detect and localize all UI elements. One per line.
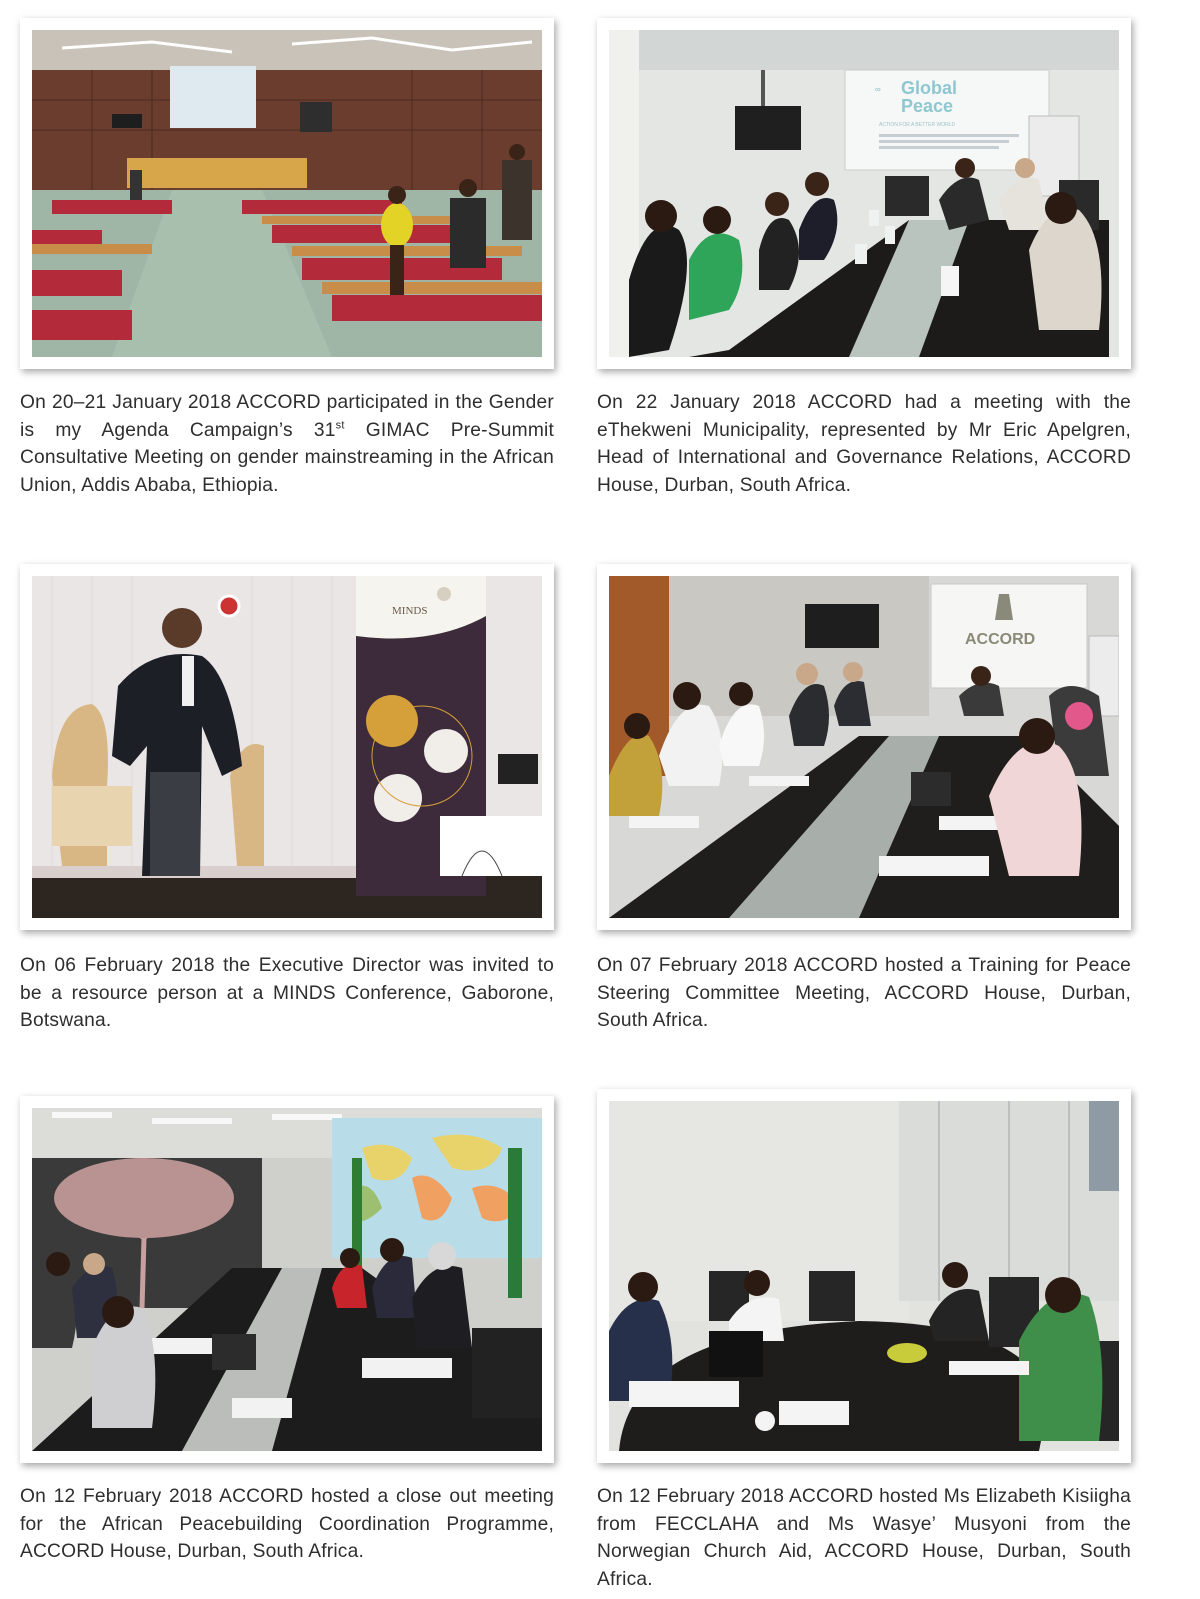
plenary-hall-image <box>32 30 542 357</box>
caption-minds: On 06 February 2018 the Executive Director was invited to be a resource person at a MINDS Conference, Gaborone, Botswana. <box>20 955 554 1031</box>
screen-text-peace: Peace <box>901 96 954 116</box>
caption-gimac-superscript: st <box>335 419 345 432</box>
peacebuilding-closeout-image <box>32 1108 542 1451</box>
caption-gimac-part2: GIMAC Pre-Summit Consultative Meeting on gender mainstreaming in the African Union, Addis Ababa, Ethiopia. <box>20 419 554 496</box>
svg-text:∞: ∞ <box>875 85 881 94</box>
minds-conference-image <box>32 576 542 918</box>
photo-fecclaha-meeting <box>597 1089 1131 1463</box>
photo-training-for-peace-meeting <box>597 564 1131 930</box>
caption-gimac <box>20 389 554 499</box>
caption-gimac-part1: On 20–21 January 2018 ACCORD participated in the Gender is my Agenda Campaign’s 31 <box>20 392 554 441</box>
screen-text-accord: ACCORD <box>965 631 1036 648</box>
screen-text-global: Global <box>901 78 958 98</box>
photo-peacebuilding-closeout <box>20 1096 554 1463</box>
photo-minds-conference <box>20 564 554 930</box>
photo-gimac-plenary-hall <box>20 18 554 369</box>
caption-fecclaha: On 12 February 2018 ACCORD hosted Ms Elizabeth Kisiigha from FECCLAHA and Ms Wasye’ Musyoni from the Norwegian Church Aid, ACCORD House, Durban, South Africa. <box>597 1486 1131 1590</box>
caption-peacebuilding: On 12 February 2018 ACCORD hosted a close out meeting for the African Peacebuilding Coordination Programme, ACCORD House, Durban, South Africa. <box>20 1486 554 1562</box>
training-for-peace-image <box>609 576 1119 918</box>
caption-ethekweni: On 22 January 2018 ACCORD had a meeting with the eThekweni Municipality, represented by Mr Eric Apelgren, Head of International and Governance Relations, ACCORD House, Durban, South Africa. <box>597 392 1131 496</box>
photo-ethekweni-meeting <box>597 18 1131 369</box>
screen-text-tagline: ACTION FOR A BETTER WORLD <box>879 122 956 128</box>
ethekweni-meeting-image <box>609 30 1119 357</box>
caption-training-for-peace: On 07 February 2018 ACCORD hosted a Training for Peace Steering Committee Meeting, ACCORD House, Durban, South Africa. <box>597 955 1131 1031</box>
banner-text-minds: MINDS <box>392 605 428 617</box>
fecclaha-meeting-image <box>609 1101 1119 1451</box>
